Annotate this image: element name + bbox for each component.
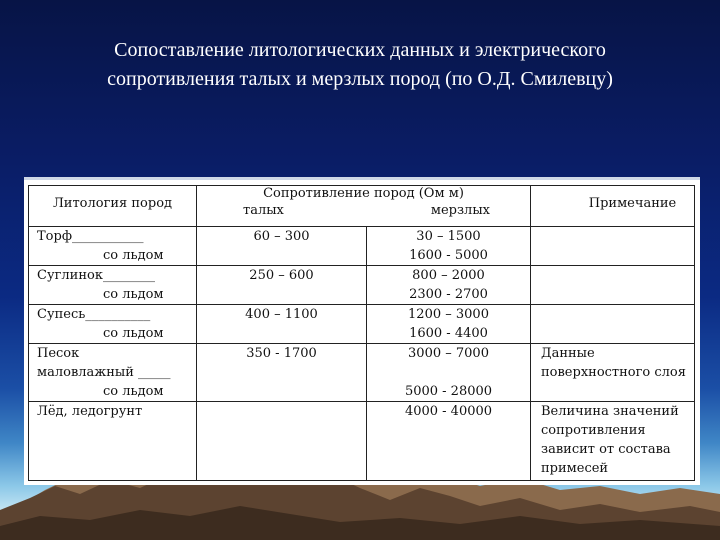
frozen-ice-value: 1600 - 5000 <box>409 248 488 263</box>
table-row <box>29 227 695 266</box>
slide-title-line-2: сопротивления талых и мерзлых пород (по О.Д. Смилевцу) <box>107 68 613 90</box>
frozen-ice-value: 1600 - 4400 <box>409 326 488 341</box>
frozen-value: 1200 – 3000 <box>408 307 489 322</box>
thawed-cell <box>197 305 367 344</box>
header-note-label: Примечание <box>588 196 677 211</box>
frozen-value: 30 – 1500 <box>416 229 481 244</box>
thawed-value: 250 – 600 <box>249 268 314 283</box>
thawed-cell <box>197 344 367 402</box>
header-resistance <box>197 186 531 227</box>
thawed-cell <box>197 402 367 481</box>
note-text: поверхностного слоя <box>541 365 686 380</box>
lithology-subtype: со льдом <box>103 287 164 302</box>
note-cell <box>531 344 695 402</box>
lithology-cell <box>29 227 197 266</box>
frozen-ice-value: 2300 - 2700 <box>409 287 488 302</box>
frozen-cell <box>367 305 531 344</box>
lithology-resistance-table <box>28 185 695 481</box>
note-cell <box>531 266 695 305</box>
lithology-cell <box>29 305 197 344</box>
lithology-cell <box>29 266 197 305</box>
lithology-name: Супесь__________ <box>37 307 151 322</box>
lithology-name: Лёд, ледогрунт <box>37 404 143 419</box>
lithology-name: Торф___________ <box>37 229 144 244</box>
header-subcolumns <box>197 201 530 218</box>
lithology-subtype: со льдом <box>103 326 164 341</box>
note-text: примесей <box>541 461 609 476</box>
thawed-value: 350 - 1700 <box>246 346 317 361</box>
frozen-ice-value: 5000 - 28000 <box>404 384 493 399</box>
thawed-cell <box>197 227 367 266</box>
note-text: Данные <box>541 346 595 361</box>
table-row <box>29 266 695 305</box>
frozen-cell <box>367 227 531 266</box>
lithology-name: Песок <box>37 346 80 361</box>
note-text: зависит от состава <box>541 442 671 457</box>
frozen-cell <box>367 402 531 481</box>
table-row <box>29 305 695 344</box>
slide-title-line-1: Сопоставление литологических данных и электрического <box>114 39 606 61</box>
header-lithology <box>29 186 197 227</box>
thawed-cell <box>197 266 367 305</box>
thawed-value: 60 – 300 <box>253 229 310 244</box>
header-lithology-label: Литология пород <box>52 196 173 211</box>
note-cell <box>531 305 695 344</box>
thawed-value: 400 – 1100 <box>245 307 318 322</box>
lithology-moisture: маловлажный _____ <box>37 365 171 380</box>
frozen-value: 3000 – 7000 <box>408 346 489 361</box>
data-table-panel <box>24 177 700 485</box>
header-thawed-label: талых <box>243 203 284 218</box>
lithology-subtype: со льдом <box>103 384 164 399</box>
lithology-cell <box>29 402 197 481</box>
note-cell <box>531 227 695 266</box>
header-frozen-label: мерзлых <box>430 203 490 218</box>
table-row <box>29 344 695 402</box>
lithology-subtype: со льдом <box>103 248 164 263</box>
note-text: Величина значений <box>541 404 679 419</box>
header-note <box>531 186 695 227</box>
note-text: сопротивления <box>541 423 646 438</box>
frozen-cell <box>367 344 531 402</box>
frozen-value: 800 – 2000 <box>412 268 485 283</box>
frozen-cell <box>367 266 531 305</box>
frozen-value: 4000 - 40000 <box>404 404 493 419</box>
lithology-cell <box>29 344 197 402</box>
note-cell <box>531 402 695 481</box>
header-resistance-label: Сопротивление пород (Ом м) <box>263 186 464 201</box>
table-header-row <box>29 186 695 227</box>
table-row <box>29 402 695 481</box>
lithology-name: Суглинок________ <box>37 268 155 283</box>
